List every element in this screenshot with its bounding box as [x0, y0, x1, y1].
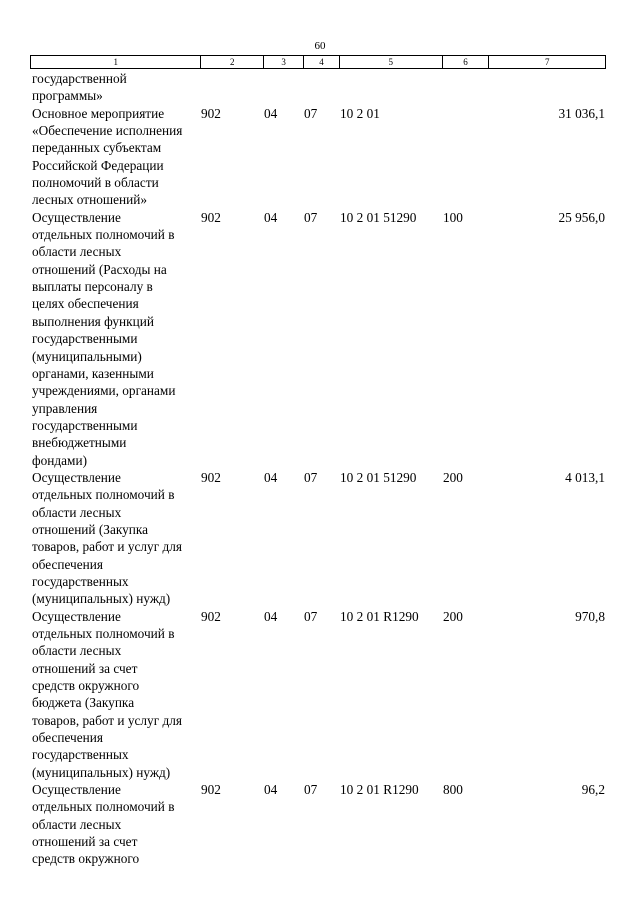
row-amount: 31 036,1 — [558, 105, 605, 121]
description-line: средств окружного — [32, 851, 140, 867]
description-line: Основное мероприятие — [32, 105, 165, 121]
description-line: государственной — [32, 71, 127, 86]
row-ministry-code: 902 — [201, 209, 221, 225]
row-amount: 970,8 — [575, 608, 605, 624]
row-section-code: 04 — [264, 782, 278, 798]
description-line: области лесных — [32, 643, 122, 659]
description-line: учреждениями, органами — [32, 383, 176, 399]
description-line: области лесных — [32, 816, 122, 832]
description-line: отдельных полномочий в — [32, 487, 175, 503]
description-line: лесных отношений» — [32, 192, 147, 208]
table-row — [30, 469, 606, 608]
description-line: государственными — [32, 331, 138, 347]
column-header-7: 7 — [544, 57, 550, 67]
row-subsection-code: 07 — [304, 105, 318, 121]
row-expense-type — [443, 70, 490, 105]
description-line: обеспечения — [32, 730, 103, 746]
table-row — [30, 209, 606, 469]
row-description — [30, 70, 201, 105]
column-header-2: 2 — [201, 56, 264, 68]
description-line: Осуществление — [32, 608, 121, 624]
row-subsection-code: 07 — [304, 608, 318, 624]
row-target-article: 10 2 01 — [340, 105, 380, 121]
row-ministry-code: 902 — [201, 608, 221, 624]
row-ministry-code: 902 — [201, 469, 221, 485]
row-amount: 25 956,0 — [558, 209, 605, 225]
row-ministry-code: 902 — [201, 782, 221, 798]
row-description — [30, 469, 201, 608]
description-line: государственных — [32, 573, 129, 589]
description-line: переданных субъектам — [32, 140, 162, 156]
description-line: бюджета (Закупка — [32, 695, 135, 711]
description-line: Осуществление — [32, 782, 121, 798]
description-line: управления — [32, 400, 98, 416]
description-line: товаров, работ и услуг для — [32, 539, 183, 555]
description-line: государственными — [32, 417, 138, 433]
table-row — [30, 70, 606, 105]
description-line: Осуществление — [32, 209, 121, 225]
description-line: внебюджетными — [32, 435, 127, 451]
row-subsection-code — [304, 70, 340, 105]
description-line: отношений (Закупка — [32, 521, 149, 537]
table-row — [30, 608, 606, 781]
row-description — [30, 105, 201, 209]
row-description — [30, 608, 201, 781]
description-line: государственных — [32, 747, 129, 763]
description-line: программы» — [32, 88, 103, 104]
description-line: отношений (Расходы на — [32, 261, 167, 277]
column-header-6: 6 — [443, 56, 490, 68]
row-subsection-code: 07 — [304, 782, 318, 798]
description-line: полномочий в области — [32, 175, 159, 191]
table-row — [30, 781, 606, 868]
description-line: органами, казенными — [32, 365, 154, 381]
row-target-article: 10 2 01 51290 — [340, 209, 417, 225]
description-line: выплаты персоналу в — [32, 279, 153, 295]
description-line: Российской Федерации — [32, 157, 164, 173]
column-header-4: 4 — [304, 56, 340, 68]
row-target-article: 10 2 01 R1290 — [340, 608, 419, 624]
table-column-header-row — [30, 55, 606, 69]
description-line: выполнения функций — [32, 313, 154, 329]
description-line: отношений за счет — [32, 834, 138, 850]
column-header-1: 1 — [31, 56, 201, 68]
description-line: Осуществление — [32, 469, 121, 485]
description-line: (муниципальных) нужд) — [32, 764, 171, 780]
row-description — [30, 781, 201, 868]
row-section-code: 04 — [264, 469, 278, 485]
description-line: «Обеспечение исполнения — [32, 123, 183, 139]
row-subsection-code: 07 — [304, 209, 318, 225]
row-amount: 96,2 — [581, 782, 605, 798]
row-target-article: 10 2 01 51290 — [340, 469, 417, 485]
budget-table-body — [30, 70, 606, 868]
row-section-code: 04 — [264, 209, 278, 225]
row-expense-type — [443, 105, 490, 209]
table-row — [30, 105, 606, 209]
description-line: отдельных полномочий в — [32, 799, 175, 815]
column-header-3: 3 — [264, 56, 304, 68]
description-line: обеспечения — [32, 556, 103, 572]
row-ministry-code: 902 — [201, 105, 221, 121]
description-line: области лесных — [32, 244, 122, 260]
description-line: (муниципальных) нужд) — [32, 591, 171, 607]
description-line: средств окружного — [32, 678, 140, 694]
row-ministry-code — [201, 70, 264, 105]
row-section-code: 04 — [264, 608, 278, 624]
description-line: целях обеспечения — [32, 296, 139, 312]
row-section-code: 04 — [264, 105, 278, 121]
description-line: фондами) — [32, 452, 88, 468]
row-target-article: 10 2 01 R1290 — [340, 782, 419, 798]
row-expense-type: 200 — [443, 469, 463, 485]
row-subsection-code: 07 — [304, 469, 318, 485]
description-line: отдельных полномочий в — [32, 227, 175, 243]
row-amount — [490, 70, 606, 105]
row-expense-type: 200 — [443, 608, 463, 624]
row-expense-type: 100 — [443, 209, 463, 225]
description-line: отдельных полномочий в — [32, 626, 175, 641]
description-line: (муниципальными) — [32, 348, 142, 364]
description-line: отношений за счет — [32, 660, 138, 676]
row-amount: 4 013,1 — [565, 469, 605, 485]
row-section-code — [264, 70, 304, 105]
row-expense-type: 800 — [443, 782, 463, 798]
column-header-5: 5 — [340, 56, 443, 68]
description-line: области лесных — [32, 504, 122, 520]
row-description — [30, 209, 201, 469]
row-target-article — [340, 70, 443, 105]
description-line: товаров, работ и услуг для — [32, 712, 183, 728]
page-number: 60 — [314, 40, 326, 52]
